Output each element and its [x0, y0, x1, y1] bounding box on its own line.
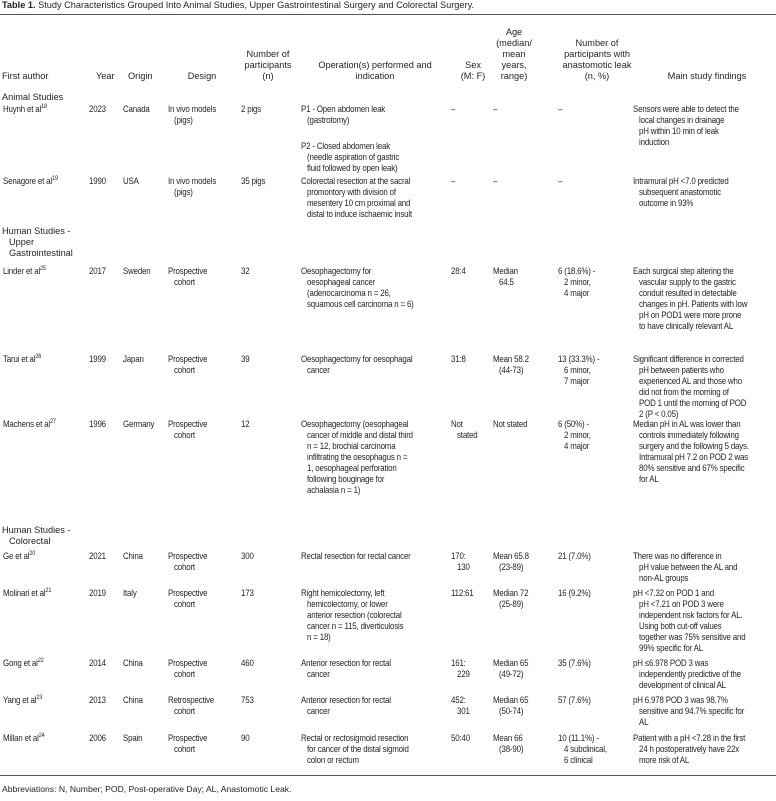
- cell-operation: Oesophagectomy (oesophageal cancer of middle and distal third n = 12, brochial carcinoma infiltrating the oesophagus n = 1, oesophageal perforation following bouginage for achalasia n = 1): [301, 419, 413, 495]
- reference-number: 25: [40, 265, 46, 272]
- author-name: Tarui et al: [3, 354, 36, 364]
- reference-number: 23: [36, 694, 43, 701]
- cell-leak: 21 (7.0%): [558, 551, 591, 561]
- cell-n: 90: [241, 733, 250, 743]
- section-colorectal: Human Studies - Colorectal: [2, 525, 71, 546]
- cell-operation: Colorectal resection at the sacral promontory with division of mesentery 10 cm proximal and distal to induce ischaemic insult: [301, 176, 413, 219]
- cell-leak: 10 (11.1%) - 4 subclinical, 6 clinical: [558, 733, 607, 765]
- bottom-rule: [0, 775, 776, 776]
- cell-origin: Spain: [123, 733, 143, 743]
- author-name: Gong et al: [3, 658, 38, 668]
- cell-sex: 161: 229: [451, 658, 470, 679]
- cell-sex: 50:40: [451, 733, 470, 743]
- cell-origin: China: [123, 695, 143, 705]
- cell-sex: 170: 130: [451, 551, 470, 572]
- cell-origin: Canada: [123, 104, 150, 114]
- cell-leak: 16 (9.2%): [558, 588, 591, 598]
- cell-operation: Rectal resection for rectal cancer: [301, 551, 411, 561]
- cell-operation: Anterior resection for rectal cancer: [301, 658, 391, 679]
- cell-n: 753: [241, 695, 254, 705]
- cell-leak: 6 (50%) - 2 minor, 4 major: [558, 419, 591, 451]
- footnote-abbreviations: Abbreviations: N, Number; POD, Post-operative Day; AL, Anastomotic Leak.: [2, 784, 292, 794]
- cell-n: 300: [241, 551, 254, 561]
- cell-n: 2 pigs: [241, 104, 262, 114]
- cell-age: Mean 66 (38-90): [493, 733, 524, 754]
- cell-n: 35 pigs: [241, 176, 266, 186]
- cell-design: Prospective cohort: [168, 551, 208, 572]
- cell-findings: Median pH in AL was lower than controls immediately following surgery and the following 5 days. Intramural pH 7.2 on POD 2 was 80% sensitive and 67% specific for AL: [633, 419, 749, 484]
- cell-sex: 31:8: [451, 354, 466, 364]
- author-name: Huynh et al: [3, 104, 42, 114]
- author-name: Ge et al: [3, 551, 30, 561]
- header-sex: Sex (M: F): [460, 60, 486, 81]
- cell-findings: There was no difference in pH value between the AL and non-AL groups: [633, 551, 738, 583]
- cell-findings: Significant difference in corrected pH between patients who experienced AL and those who did not from the morning of POD 1 until the morning of POD 2 (P < 0.05): [633, 354, 747, 419]
- author-name: Machens et al: [3, 419, 50, 429]
- reference-number: 24: [38, 732, 45, 739]
- cell-age: Median 65 (49-72): [493, 658, 529, 679]
- cell-sex: Not stated: [451, 419, 478, 440]
- header-design: Design: [187, 71, 217, 81]
- reference-number: 22: [37, 657, 44, 664]
- reference-number: 21: [45, 587, 52, 594]
- cell-leak: 13 (33.3%) - 6 minor, 7 major: [558, 354, 600, 386]
- cell-author: [3, 658, 44, 669]
- cell-n: 32: [241, 266, 250, 276]
- cell-sex: 452: 301: [451, 695, 470, 716]
- header-first-author: First author: [2, 71, 49, 81]
- cell-author: [3, 733, 45, 744]
- cell-author: [3, 695, 42, 706]
- cell-leak: 35 (7.6%): [558, 658, 591, 668]
- section-upper-gi: Human Studies - Upper Gastrointestinal: [2, 226, 73, 258]
- cell-age: Median 72 (25-89): [493, 588, 529, 609]
- cell-n: 39: [241, 354, 250, 364]
- cell-findings: Sensors were able to detect the local changes in drainage pH within 10 min of leak induction: [633, 104, 739, 147]
- cell-findings: Patient with a pH <7.28 in the first 24 h postoperatively have 22x more risk of AL: [633, 733, 746, 765]
- table-label: Table 1.: [2, 0, 36, 10]
- cell-findings: Each surgical step altering the vascular supply to the gastric conduit resulted in detectable changes in pH. Patients with low pH on POD1 were more prone to have clinically relevant AL: [633, 266, 748, 331]
- cell-year: 2017: [89, 266, 106, 276]
- section-animal-studies: Animal Studies: [2, 92, 64, 102]
- cell-age: Median 64.5: [493, 266, 518, 287]
- cell-origin: China: [123, 551, 143, 561]
- cell-operation: Anterior resection for rectal cancer: [301, 695, 391, 716]
- cell-n: 12: [241, 419, 250, 429]
- reference-number: 27: [49, 418, 56, 425]
- cell-findings: pH ≤6.978 POD 3 was independently predictive of the development of clinical AL: [633, 658, 741, 690]
- cell-age: Not stated: [493, 419, 528, 429]
- cell-age: –: [493, 176, 498, 186]
- cell-origin: USA: [123, 176, 139, 186]
- cell-year: 2019: [89, 588, 106, 598]
- cell-operation: Right hemicolectomy, left hemicolectomy, or lower anterior resection (colorectal cancer n = 115, diverticulosis n = 18): [301, 588, 404, 642]
- header-year: Year: [96, 71, 115, 81]
- cell-findings: pH <7.32 on POD 1 and pH <7.21 on POD 3 were independent risk factors for AL. Using both cut-off values together was 75% sensitive and 99% specific for AL: [633, 588, 746, 653]
- cell-design: Prospective cohort: [168, 588, 208, 609]
- author-name: Yang et al: [3, 695, 37, 705]
- reference-number: 20: [29, 550, 36, 557]
- cell-author: [3, 104, 47, 115]
- cell-design: Prospective cohort: [168, 354, 208, 375]
- cell-author: [3, 419, 56, 430]
- cell-operation: Oesophagectomy for oesophageal cancer (adenocarcinoma n = 26, squamous cell carcinoma n = 6): [301, 266, 414, 309]
- table-caption: Study Characteristics Grouped Into Animal Studies, Upper Gastrointestinal Surgery and Colorectal Surgery.: [38, 0, 475, 10]
- cell-origin: Japan: [123, 354, 144, 364]
- header-participants: Number of participants (n): [244, 49, 292, 81]
- cell-operation: P2 - Closed abdomen leak (needle aspiration of gastric fluid followed by open leak): [301, 141, 400, 173]
- header-main-findings: Main study findings: [667, 71, 747, 81]
- cell-sex: –: [451, 176, 456, 186]
- cell-design: Retrospective cohort: [168, 695, 215, 716]
- cell-operation: P1 - Open abdomen leak (gastrotomy): [301, 104, 386, 125]
- cell-design: Prospective cohort: [168, 658, 208, 679]
- cell-year: 2006: [89, 733, 106, 743]
- cell-origin: Sweden: [123, 266, 151, 276]
- cell-origin: China: [123, 658, 143, 668]
- cell-leak: –: [558, 104, 563, 114]
- cell-age: Mean 65.8 (23-89): [493, 551, 529, 572]
- author-name: Millan et al: [3, 733, 39, 743]
- table-header: [0, 14, 776, 82]
- cell-year: 1990: [89, 176, 106, 186]
- cell-year: 2021: [89, 551, 106, 561]
- cell-operation: Oesophagectomy for oesophagal cancer: [301, 354, 413, 375]
- cell-findings: pH 6.978 POD 3 was 98.7% sensitive and 94.7% specific for AL: [633, 695, 745, 727]
- cell-n: 173: [241, 588, 254, 598]
- cell-author: [3, 354, 41, 365]
- cell-design: Prospective cohort: [168, 733, 208, 754]
- cell-leak: –: [558, 176, 563, 186]
- cell-n: 460: [241, 658, 254, 668]
- header-age: Age (median/ mean years, range): [496, 27, 532, 81]
- cell-author: [3, 266, 46, 277]
- cell-author: [3, 176, 58, 187]
- cell-findings: Intramural pH <7.0 predicted subsequent anastomotic outcome in 93%: [633, 176, 729, 208]
- cell-operation: Rectal or rectosigmoid resection for cancer of the distal sigmoid colon or rectum: [301, 733, 409, 765]
- cell-design: In vivo models (pigs): [168, 104, 217, 125]
- reference-number: 19: [51, 175, 58, 182]
- cell-year: 1999: [89, 354, 106, 364]
- cell-sex: 112:61: [451, 588, 474, 598]
- cell-year: 2014: [89, 658, 106, 668]
- author-name: Linder et al: [3, 266, 41, 276]
- header-origin: Origin: [128, 71, 153, 81]
- header-anastomotic-leak: Number of participants with anastomotic leak (n, %): [562, 38, 632, 81]
- cell-design: Prospective cohort: [168, 419, 208, 440]
- reference-number: 26: [35, 353, 42, 360]
- cell-origin: Germany: [123, 419, 155, 429]
- cell-age: Mean 58.2 (44-73): [493, 354, 529, 375]
- cell-leak: 6 (18.6%) - 2 minor, 4 major: [558, 266, 596, 298]
- cell-year: 2013: [89, 695, 106, 705]
- cell-age: Median 65 (50-74): [493, 695, 529, 716]
- cell-year: 2023: [89, 104, 106, 114]
- author-name: Senagore et al: [3, 176, 52, 186]
- author-name: Molinari et al: [3, 588, 46, 598]
- cell-sex: 28:4: [451, 266, 466, 276]
- cell-sex: –: [451, 104, 456, 114]
- cell-author: [3, 588, 51, 599]
- table-title: [2, 0, 474, 11]
- cell-age: –: [493, 104, 498, 114]
- reference-number: 18: [41, 103, 47, 110]
- cell-design: In vivo models (pigs): [168, 176, 217, 197]
- cell-year: 1996: [89, 419, 106, 429]
- cell-origin: Italy: [123, 588, 137, 598]
- cell-design: Prospective cohort: [168, 266, 208, 287]
- cell-author: [3, 551, 35, 562]
- header-operation: Operation(s) performed and indication: [318, 60, 432, 81]
- cell-leak: 57 (7.6%): [558, 695, 591, 705]
